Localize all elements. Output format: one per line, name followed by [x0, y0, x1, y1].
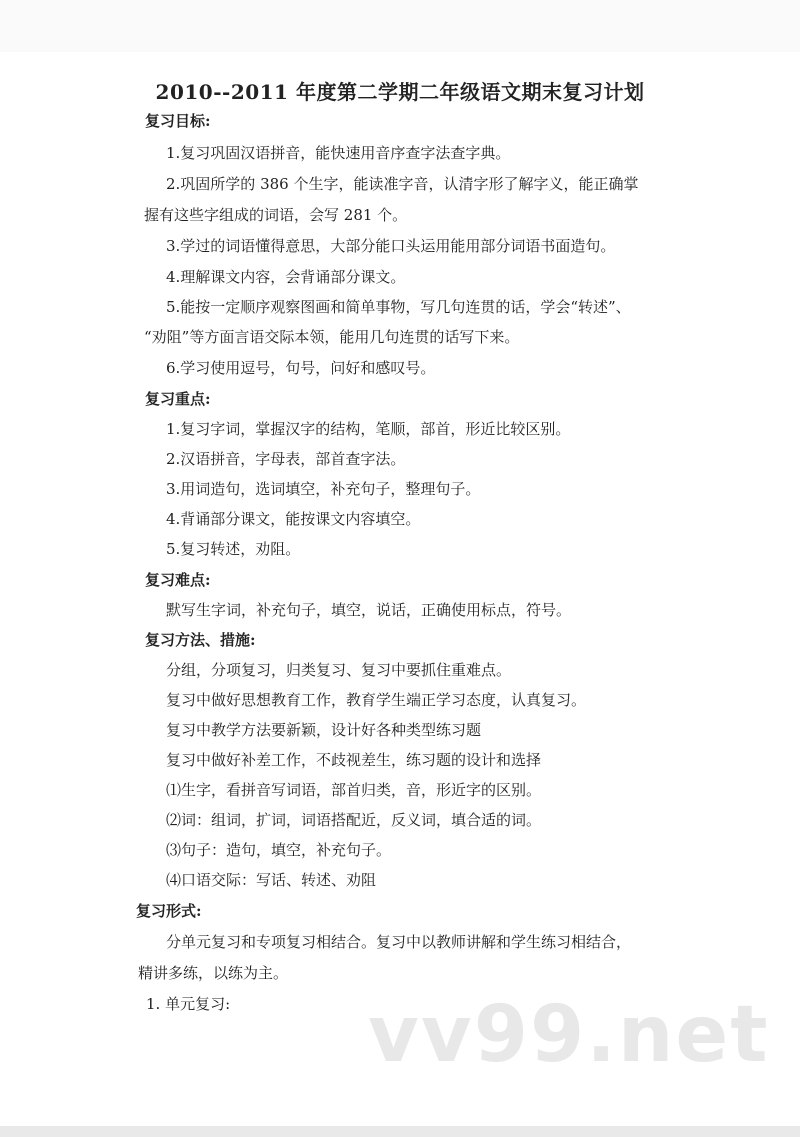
goal-line: 5.能按一定顺序观察图画和简单事物，写几句连贯的话，学会“转述”、: [166, 298, 631, 316]
goal-line: 2.巩固所学的 386 个生字，能读准字音，认清字形了解字义，能正确掌: [166, 175, 639, 193]
form-line: 精讲多练，以练为主。: [138, 964, 289, 982]
goal-line: 3.学过的词语懂得意思，大部分能口头运用能用部分词语书面造句。: [166, 237, 616, 255]
method-line: 复习中做好思想教育工作，教育学生端正学习态度，认真复习。: [166, 691, 587, 709]
method-line: ⑶句子：造句，填空，补充句子。: [166, 841, 392, 859]
section-heading-methods: 复习方法、措施:: [145, 631, 256, 649]
page-bottom-edge: [0, 1126, 800, 1137]
goal-line: 1.复习巩固汉语拼音，能快速用音序查字法查字典。: [166, 144, 511, 162]
key-point-line: 2.汉语拼音，字母表，部首查字法。: [166, 450, 406, 468]
goal-line: 4.理解课文内容，会背诵部分课文。: [166, 268, 406, 286]
key-point-line: 1.复习字词，掌握汉字的结构，笔顺，部首，形近比较区别。: [166, 420, 571, 438]
section-heading-key-points: 复习重点:: [145, 390, 211, 408]
section-heading-form: 复习形式:: [136, 902, 202, 920]
key-point-line: 3.用词造句，选词填空，补充句子，整理句子。: [166, 480, 481, 498]
section-heading-goals: 复习目标:: [145, 112, 211, 130]
method-line: 复习中教学方法要新颖，设计好各种类型练习题: [166, 721, 482, 739]
key-point-line: 5.复习转述，劝阻。: [166, 540, 301, 558]
goal-line: “劝阻”等方面言语交际本领，能用几句连贯的话写下来。: [144, 328, 520, 346]
watermark: vv99.net: [368, 990, 770, 1080]
method-line: ⑷口语交际：写话、转述、劝阻: [166, 871, 377, 889]
difficulty-line: 默写生字词，补充句子，填空，说话，正确使用标点，符号。: [166, 601, 572, 619]
key-point-line: 4.背诵部分课文，能按课文内容填空。: [166, 510, 421, 528]
method-line: 复习中做好补差工作，不歧视差生，练习题的设计和选择: [166, 751, 542, 769]
method-line: ⑵词：组词，扩词，词语搭配近，反义词，填合适的词。: [166, 811, 542, 829]
section-heading-difficulties: 复习难点:: [145, 571, 211, 589]
document-title: 2010--2011 年度第二学期二年级语文期末复习计划: [155, 80, 645, 104]
page-top-margin: [0, 0, 800, 52]
form-line: 1. 单元复习:: [146, 995, 231, 1013]
goal-line: 握有这些字组成的词语，会写 281 个。: [144, 206, 408, 224]
goal-line: 6.学习使用逗号，句号，问好和感叹号。: [166, 359, 436, 377]
method-line: 分组，分项复习，归类复习、复习中要抓住重难点。: [166, 661, 512, 679]
method-line: ⑴生字，看拼音写词语，部首归类，音，形近字的区别。: [166, 781, 542, 799]
form-line: 分单元复习和专项复习相结合。复习中以教师讲解和学生练习相结合，: [166, 933, 632, 951]
